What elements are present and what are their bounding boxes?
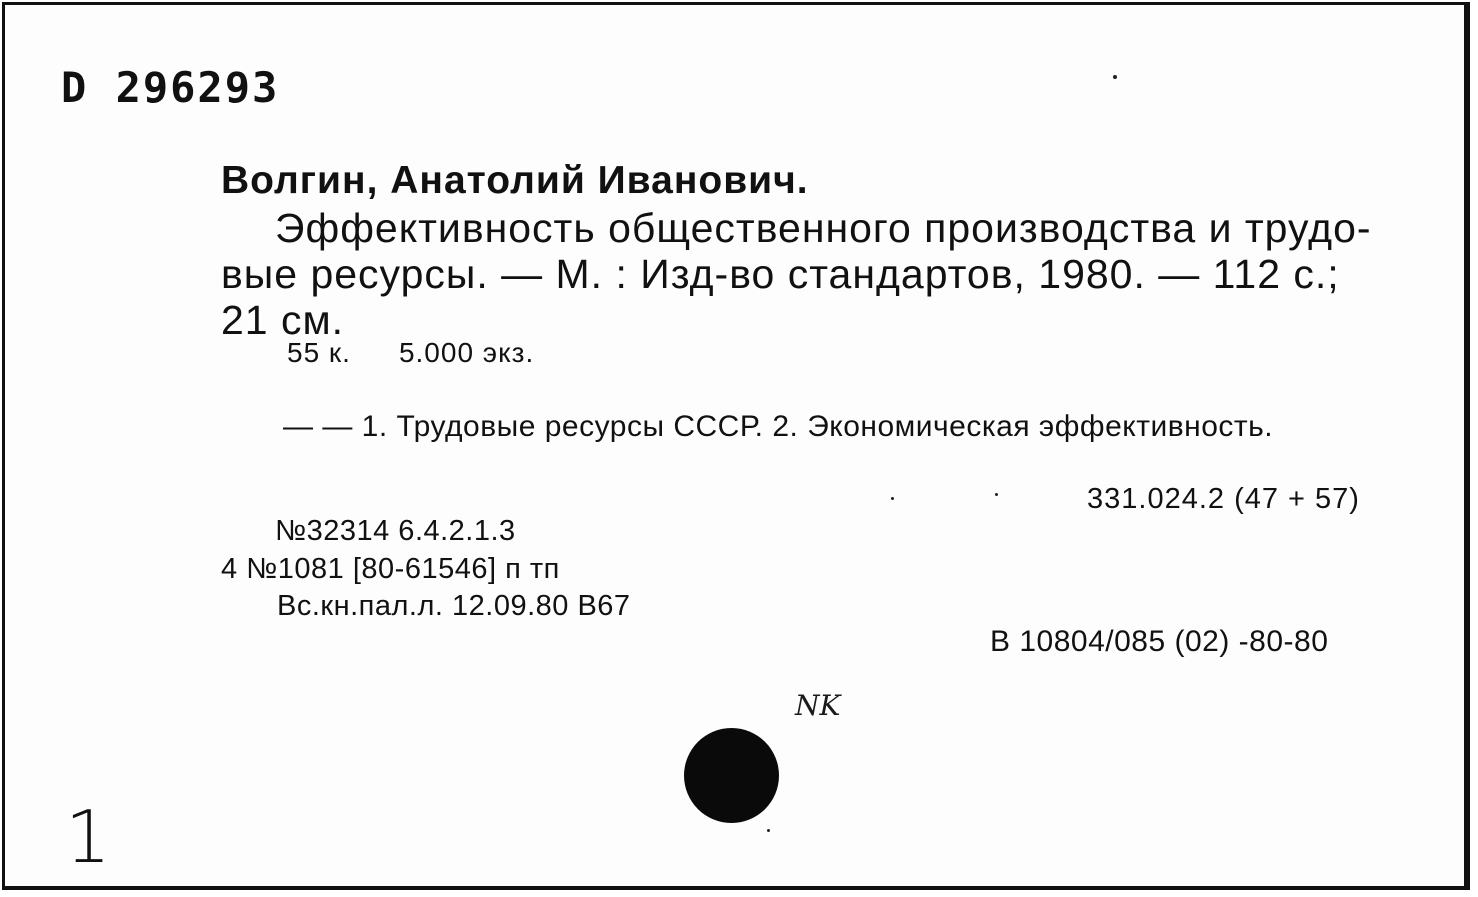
speck-mark: [891, 497, 894, 500]
title-line-1: Эффективность общественного производства и трудо-: [275, 205, 1372, 251]
corner-mark: 1: [65, 795, 111, 879]
service-line-2: 4 №1081 [80-61546] п тп: [221, 553, 560, 585]
title-line-2: вые ресурсы. — М. : Изд-во стандартов, 1980. — 112 с.;: [221, 251, 1340, 297]
service-line-3: Вс.кн.пал.л. 12.09.80 В67: [277, 590, 631, 622]
punch-hole: [684, 728, 779, 823]
speck-mark: [1113, 75, 1117, 79]
title-line-3: 21 см.: [221, 297, 345, 343]
price-line: [287, 337, 534, 369]
subject-headings: — — 1. Трудовые ресурсы СССР. 2. Экономическая эффективность.: [283, 410, 1274, 443]
handwritten-note: NK: [795, 689, 841, 722]
author-heading: Волгин, Анатолий Иванович.: [221, 159, 809, 202]
service-line-1: №32314 6.4.2.1.3: [275, 515, 516, 547]
bbk-index: В 10804/085 (02) -80-80: [990, 625, 1329, 658]
card-number: D 296293: [61, 63, 280, 112]
print-run: 5.000 экз.: [398, 337, 535, 368]
udc-index: 331.024.2 (47 + 57): [1087, 483, 1360, 515]
price: 55 к.: [287, 337, 351, 368]
speck-mark: [767, 829, 770, 832]
speck-mark: [995, 493, 998, 496]
catalog-card: [2, 2, 1470, 890]
